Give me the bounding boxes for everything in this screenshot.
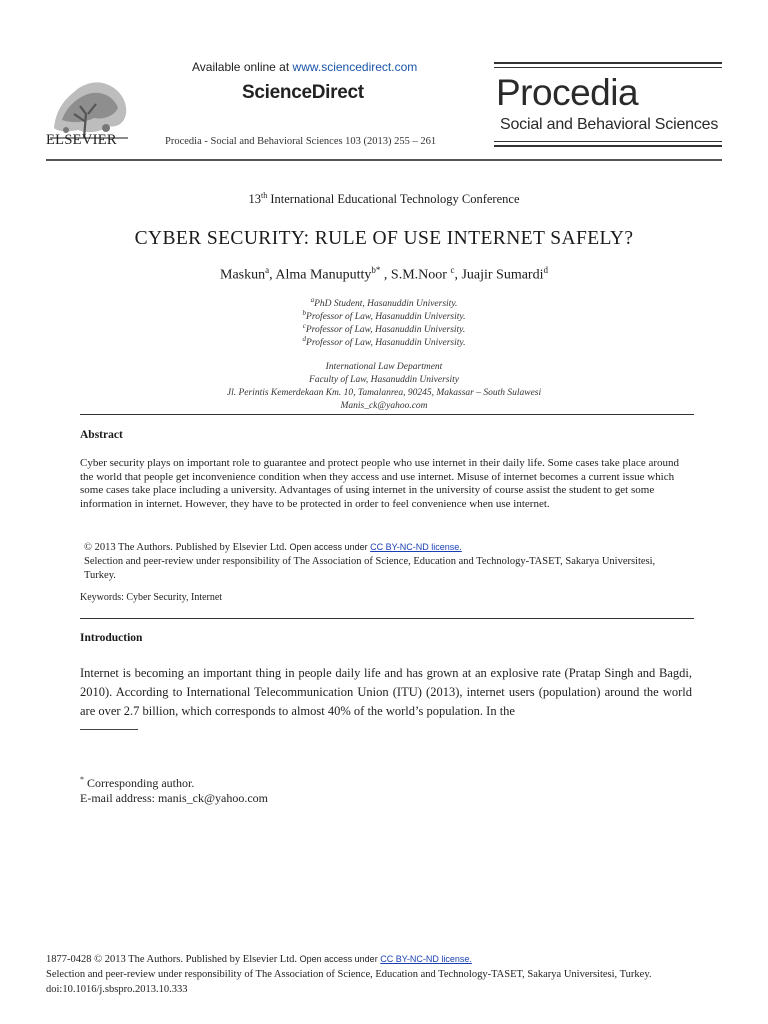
affiliation-marker: d bbox=[302, 335, 307, 343]
affiliation-text: Professor of Law, Hasanuddin University. bbox=[306, 338, 466, 349]
author-marker: d bbox=[543, 265, 548, 275]
abstract-heading: Abstract bbox=[80, 429, 123, 441]
procedia-top-rule-2 bbox=[494, 67, 722, 68]
introduction-heading: Introduction bbox=[80, 632, 143, 644]
author-marker: c bbox=[450, 265, 455, 275]
author-name: Alma Manuputty bbox=[275, 267, 372, 283]
available-online-line bbox=[192, 60, 417, 74]
address-line: Jl. Perintis Kemerdekaan Km. 10, Tamalanrea, 90245, Makassar – South Sulawesi bbox=[226, 388, 542, 398]
journal-reference: Procedia - Social and Behavioral Sciences 103 (2013) 255 – 261 bbox=[165, 136, 437, 147]
procedia-bottom-rule-2 bbox=[494, 145, 722, 147]
procedia-bottom-rule bbox=[494, 141, 722, 142]
affiliation-marker: a bbox=[310, 296, 315, 304]
header-divider bbox=[46, 159, 722, 161]
footnote-separator bbox=[80, 729, 138, 730]
affiliation-marker: c bbox=[302, 322, 306, 330]
abstract-body: Cyber security plays on important role to guarantee and protect people who use internet in their daily life. Some cases take place around the world that people get inconvenience condition when they access and use internet. Misuse of internet becomes a current issue which some cases take place including a university. Advantages of using internet in the university of course assist the student to get some information in internet. However, they have to be protected in order to feel convenience when use internet. bbox=[80, 457, 679, 510]
procedia-title: Procedia bbox=[496, 72, 639, 113]
issn-copyright: 1877-0428 © 2013 The Authors. Published by Elsevier Ltd. bbox=[46, 954, 300, 965]
available-prefix: Available online at bbox=[192, 60, 293, 74]
author-name: S.M.Noor bbox=[390, 267, 451, 283]
footnote-marker: * bbox=[80, 775, 84, 784]
sciencedirect-logo-text: ScienceDirect bbox=[242, 82, 364, 103]
keywords-bottom-rule bbox=[80, 618, 694, 619]
publisher-name: ELSEVIER bbox=[46, 132, 117, 148]
conference-name bbox=[0, 191, 768, 207]
footnote-email: E-mail address: manis_ck@yahoo.com bbox=[80, 791, 269, 805]
affiliation-text: PhD Student, Hasanuddin University. bbox=[314, 299, 458, 310]
author-separator: , bbox=[269, 267, 276, 283]
author-list bbox=[0, 265, 768, 284]
footer-peer-review: Selection and peer-review under responsibility of The Association of Science, Education and Technology-TASET, Sakarya Universitesi, Turkey. bbox=[46, 969, 652, 980]
footer-license-link[interactable]: CC BY-NC-ND license. bbox=[380, 954, 472, 964]
page-footer bbox=[46, 952, 666, 997]
conference-ordinal: 13 bbox=[248, 192, 261, 207]
author-marker: a bbox=[265, 265, 270, 275]
license-link[interactable]: CC BY-NC-ND license. bbox=[370, 542, 462, 552]
paper-title: CYBER SECURITY: RULE OF USE INTERNET SAFELY? bbox=[134, 228, 634, 249]
author-separator: , bbox=[454, 267, 462, 283]
peer-review-text: Selection and peer-review under responsibility of The Association of Science, Education and Technology-TASET, Sakarya Universitesi, Turkey. bbox=[84, 556, 656, 581]
procedia-subtitle: Social and Behavioral Sciences bbox=[500, 116, 719, 133]
keywords: Keywords: Cyber Security, Internet bbox=[80, 592, 223, 603]
author-separator: , bbox=[380, 267, 391, 283]
conference-title: International Educational Technology Conference bbox=[267, 192, 520, 207]
affiliation-line bbox=[0, 309, 768, 322]
procedia-top-rule bbox=[494, 62, 722, 64]
author-name: Maskun bbox=[220, 267, 266, 283]
affiliation-text: Professor of Law, Hasanuddin University. bbox=[305, 325, 466, 336]
address-line: International Law Department bbox=[325, 362, 443, 372]
sciencedirect-link[interactable]: www.sciencedirect.com bbox=[292, 60, 418, 74]
abstract-top-rule bbox=[80, 414, 694, 415]
affiliation-text: Professor of Law, Hasanuddin University. bbox=[306, 312, 466, 323]
corresponding-author: Corresponding author. bbox=[84, 776, 195, 790]
copyright-text: © 2013 The Authors. Published by Elsevier Ltd. bbox=[84, 542, 290, 553]
footer-open-access: Open access under bbox=[299, 954, 381, 964]
introduction-body: Internet is becoming an important thing in people daily life and has grown at an explosive rate (Pratap Singh and Bagdi, 2010). According to International Telecommunication Union (ITU) (2013), internet users (population) around the world are over 2.7 billion, which corresponds to almost 40% of the world’s population. In the bbox=[80, 666, 692, 718]
author-name: Juajir Sumardi bbox=[461, 267, 544, 283]
affiliation-line bbox=[0, 322, 768, 335]
conference-ordinal-suffix: th bbox=[260, 191, 268, 200]
affiliation-line bbox=[0, 335, 768, 348]
affiliation-marker: b bbox=[302, 309, 307, 317]
affiliation-line bbox=[0, 296, 768, 309]
copyright-block bbox=[84, 540, 684, 583]
doi: doi:10.1016/j.sbspro.2013.10.333 bbox=[46, 984, 188, 995]
address-line: Faculty of Law, Hasanuddin University bbox=[309, 375, 459, 385]
footnote bbox=[80, 772, 268, 806]
author-marker: b* bbox=[371, 265, 381, 275]
address-email: Manis_ck@yahoo.com bbox=[340, 401, 428, 411]
open-access-text: Open access under bbox=[289, 542, 371, 552]
